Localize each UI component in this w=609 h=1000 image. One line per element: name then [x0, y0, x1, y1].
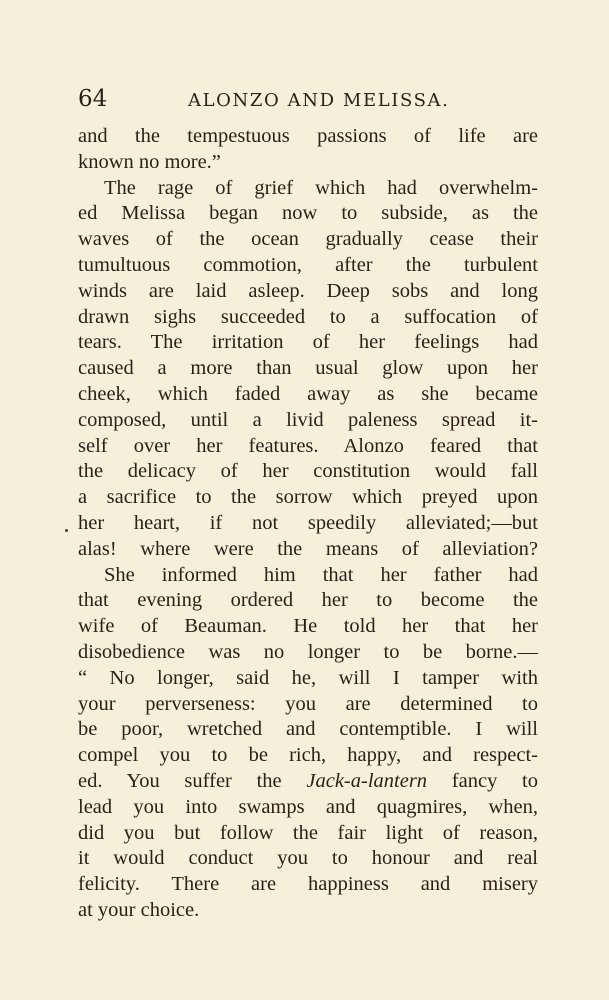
text-line: did you but follow the fair light of reason, — [78, 821, 538, 844]
text-line — [78, 769, 538, 795]
text-line: caused a more than usual glow upon her — [78, 357, 538, 380]
text-line: wife of Beauman. He told her that her — [78, 615, 538, 638]
italic-phrase: Jack-a-lantern — [306, 769, 428, 792]
text-line: and the tempestuous passions of life are — [78, 125, 538, 147]
page-header — [78, 86, 540, 116]
text-line: disobedience was no longer to be borne.— — [78, 640, 538, 663]
text-line: compel you to be rich, happy, and respect- — [78, 744, 538, 767]
text-line: The rage of grief which had overwhelm- — [104, 176, 538, 199]
text-line: that evening ordered her to become the — [78, 589, 538, 612]
text-line: felicity. There are happiness and misery — [78, 873, 538, 896]
text-segment: fancy to — [451, 769, 538, 792]
body-text — [78, 124, 538, 924]
running-title: ALONZO AND MELISSA. — [188, 90, 450, 111]
text-line: it would conduct you to honour and real — [78, 847, 538, 870]
text-line: drawn sighs succeeded to a suffocation of — [78, 305, 538, 328]
text-line: “ No longer, said he, will I tamper with — [78, 666, 538, 689]
text-line: She informed him that her father had — [104, 563, 538, 586]
text-line: a sacrifice to the sorrow which preyed upon — [78, 486, 538, 509]
page-number: 64 — [78, 86, 108, 112]
text-line: self over her features. Alonzo feared that — [78, 434, 538, 457]
text-line: ed Melissa began now to subside, as the — [78, 202, 538, 225]
text-line: her heart, if not speedily alleviated;—but — [78, 511, 538, 534]
text-line: tears. The irritation of her feelings had — [78, 331, 538, 354]
text-line: waves of the ocean gradually cease their — [78, 228, 538, 251]
text-line: the delicacy of her constitution would fall — [78, 460, 538, 483]
text-line: composed, until a livid paleness spread it- — [78, 408, 538, 431]
text-line: lead you into swamps and quagmires, when, — [78, 795, 538, 818]
text-line: alas! where were the means of alleviation? — [78, 537, 538, 560]
text-line: tumultuous commotion, after the turbulent — [78, 253, 538, 276]
text-line: winds are laid asleep. Deep sobs and long — [78, 279, 538, 302]
text-line: cheek, which faded away as she became — [78, 382, 538, 405]
text-line: be poor, wretched and contemptible. I will — [78, 718, 538, 741]
text-line: at your choice. — [78, 898, 200, 921]
text-line: your perverseness: you are determined to — [78, 692, 538, 715]
margin-mark — [65, 529, 68, 532]
text-line: known no more.” — [78, 150, 221, 173]
text-segment: ed. You suffer the — [78, 769, 282, 792]
